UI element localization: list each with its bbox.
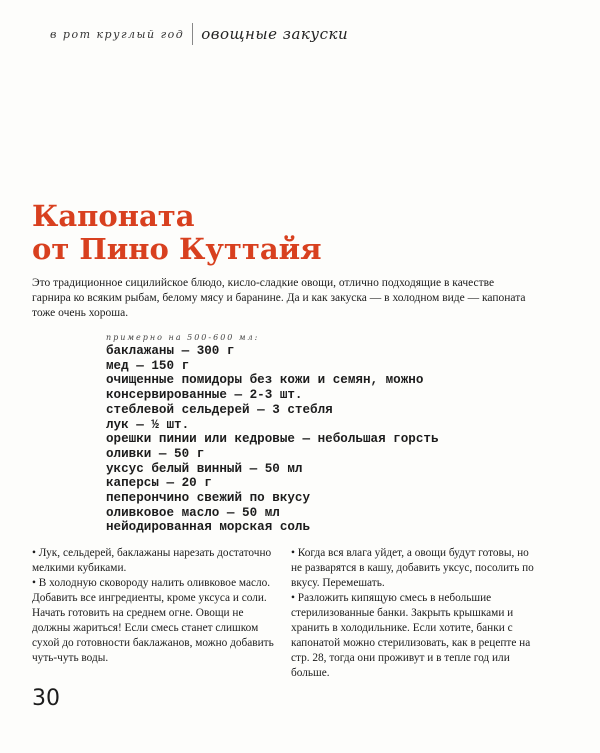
chapter-title: овощные закуски [201, 25, 349, 43]
ingredient: стеблевой сельдерей — 3 стебля [106, 402, 333, 417]
ingredient: пеперончино свежий по вкусу [106, 491, 311, 506]
ingredient: консервированные — 2-3 шт. [106, 388, 303, 403]
step: • В холодную сковороду налить оливковое масло. Добавить все ингредиенты, кроме уксуса и соли. Начать готовить на среднем огне. Овощи не должны жариться! Если смесь станет слишком сухой до готовности баклажанов, можно добавить чуть-чуть воды. [32, 576, 280, 666]
steps-left-column [32, 546, 280, 666]
recipe-title-line-2: от Пино Куттайя [32, 232, 322, 266]
ingredient: лук — ½ шт. [106, 417, 190, 432]
step: • Когда вся влага уйдет, а овощи будут готовы, но не разварятся в кашу, добавить уксус, посолить по вкусу. Перемешать. [291, 546, 539, 591]
recipe-title-line-1: Капоната [32, 199, 195, 233]
ingredient: оливки — 50 г [106, 446, 205, 461]
ingredient: оливковое масло — 50 мл [106, 505, 280, 520]
yield-note: примерно на 500-600 мл: [106, 333, 260, 342]
recipe-title [32, 200, 322, 266]
recipe-intro: Это традиционное сицилийское блюдо, кисло-сладкие овощи, отлично подходящие в качестве гарнира ко всяким рыбам, белому мясу и баранине. Да и как закуска — в холодном виде — капоната тоже очень хороша. [32, 277, 526, 319]
ingredient: каперсы — 20 г [106, 476, 212, 491]
running-header [50, 22, 348, 46]
header-divider [192, 23, 193, 45]
ingredient: нейодированная морская соль [106, 520, 311, 535]
ingredient: уксус белый винный — 50 мл [106, 461, 303, 476]
ingredient-list [106, 344, 439, 535]
ingredient: баклажаны — 300 г [106, 344, 235, 358]
step: • Разложить кипящую смесь в небольшие стерилизованные банки. Закрыть крышками и хранить в холодильнике. Если хотите, банки с капонатой можно стерилизовать, как в рецепте на стр. 28, тогда они проживут и в тепле год или больше. [291, 591, 539, 681]
ingredient: орешки пинии или кедровые — небольшая горсть [106, 432, 439, 447]
step: • Лук, сельдерей, баклажаны нарезать достаточно мелкими кубиками. [32, 546, 280, 576]
ingredient: очищенные помидоры без кожи и семян, можно [106, 373, 424, 388]
ingredient: мед — 150 г [106, 358, 190, 373]
steps-right-column [291, 546, 539, 681]
book-section-title: в рот круглый год [50, 27, 185, 41]
page-number: 30 [32, 686, 60, 711]
